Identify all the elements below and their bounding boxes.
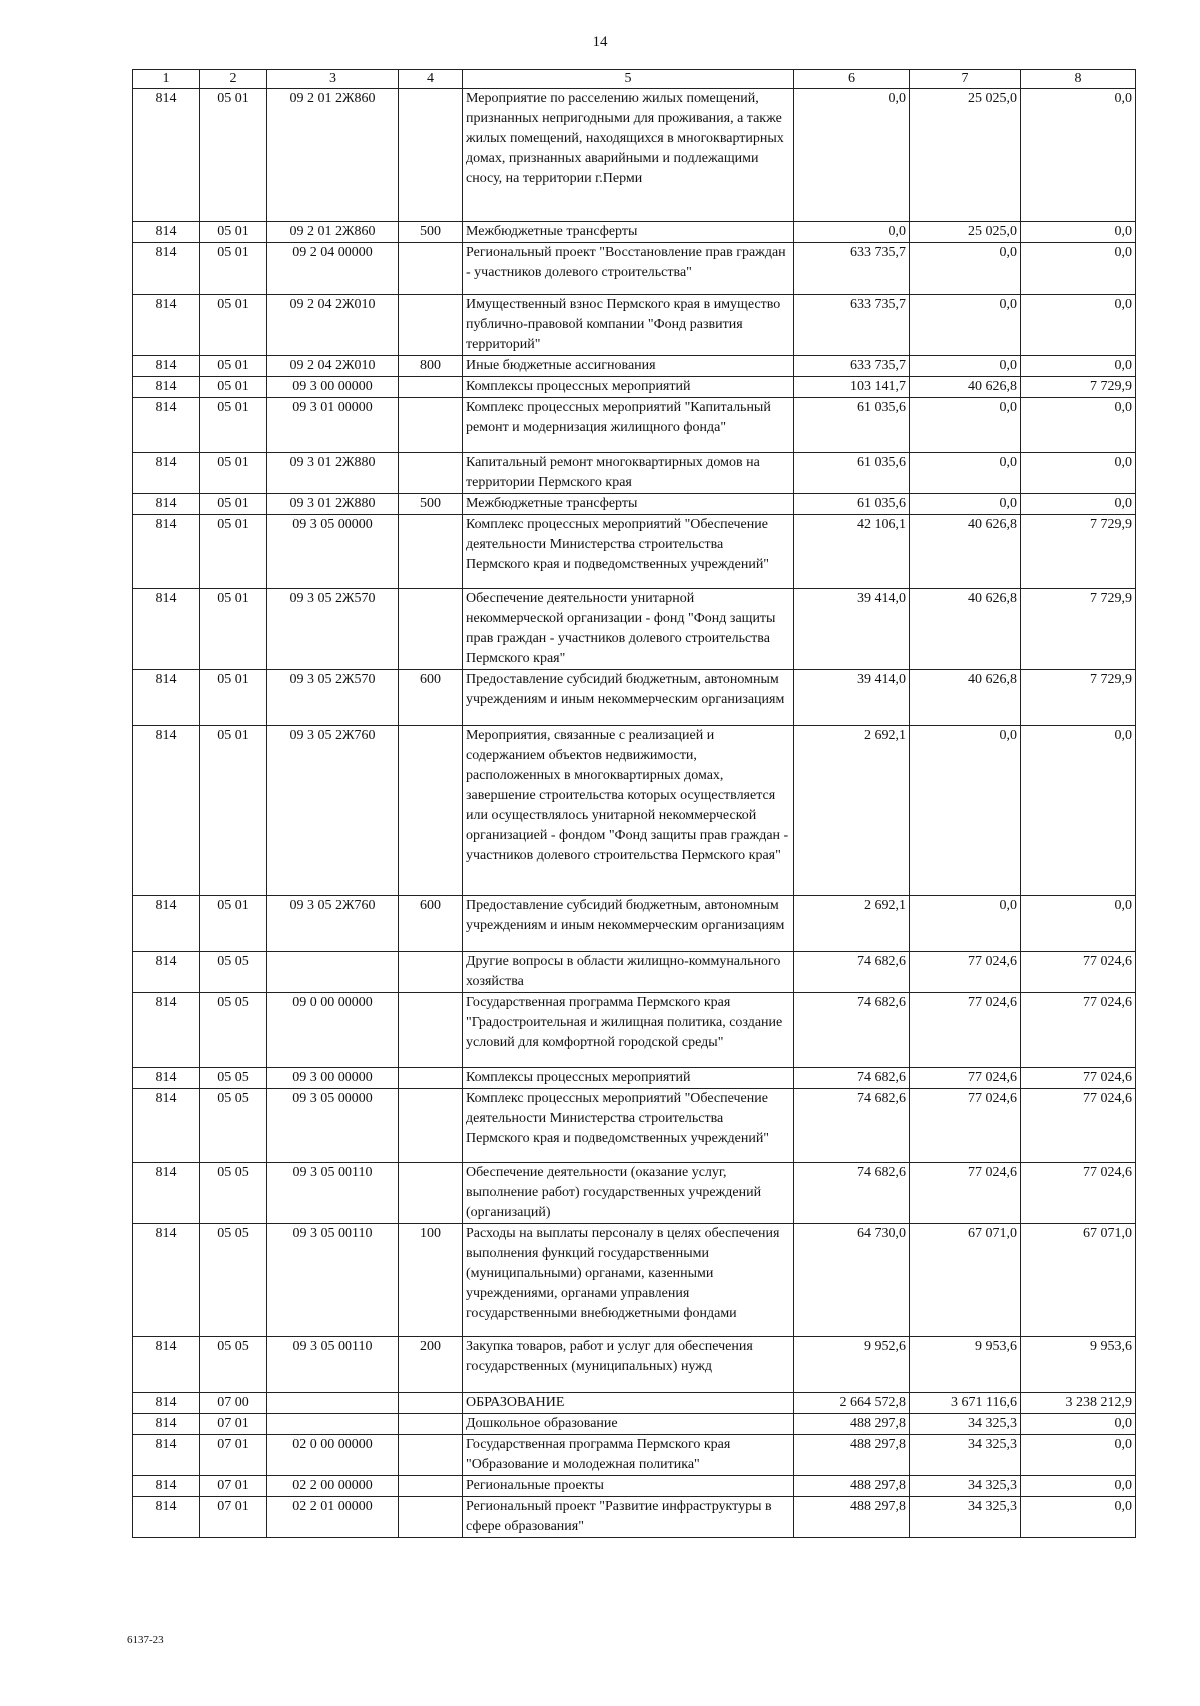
cell-amount-year1: 488 297,8 (794, 1476, 910, 1497)
cell-amount-year1: 42 106,1 (794, 515, 910, 589)
cell-expense-type (399, 398, 463, 453)
cell-section: 07 01 (200, 1476, 267, 1497)
cell-amount-year3: 0,0 (1021, 243, 1136, 295)
column-header: 2 (200, 70, 267, 89)
cell-amount-year1: 633 735,7 (794, 243, 910, 295)
cell-section: 05 01 (200, 89, 267, 222)
cell-target-article: 09 0 00 00000 (267, 993, 399, 1068)
cell-amount-year2: 25 025,0 (910, 222, 1021, 243)
column-header: 6 (794, 70, 910, 89)
cell-description: Обеспечение деятельности (оказание услуг, выполнение работ) государственных учреждений (организаций) (463, 1163, 794, 1224)
cell-amount-year3: 0,0 (1021, 1476, 1136, 1497)
cell-amount-year1: 74 682,6 (794, 1163, 910, 1224)
cell-amount-year3: 77 024,6 (1021, 1163, 1136, 1224)
cell-section: 05 05 (200, 1089, 267, 1163)
cell-target-article: 09 2 04 2Ж010 (267, 295, 399, 356)
cell-description: Комплексы процессных мероприятий (463, 377, 794, 398)
cell-expense-type (399, 515, 463, 589)
cell-expense-type (399, 243, 463, 295)
cell-expense-type: 500 (399, 222, 463, 243)
table-row (133, 453, 1136, 494)
cell-section: 05 05 (200, 1163, 267, 1224)
cell-expense-type (399, 1068, 463, 1089)
cell-chapter: 814 (133, 1414, 200, 1435)
cell-amount-year1: 633 735,7 (794, 356, 910, 377)
cell-amount-year3: 7 729,9 (1021, 377, 1136, 398)
cell-chapter: 814 (133, 515, 200, 589)
cell-amount-year3: 0,0 (1021, 1435, 1136, 1476)
cell-section: 05 01 (200, 896, 267, 952)
cell-section: 05 01 (200, 356, 267, 377)
cell-amount-year3: 0,0 (1021, 726, 1136, 896)
header-row (133, 70, 1136, 89)
cell-target-article: 09 3 00 00000 (267, 1068, 399, 1089)
cell-amount-year1: 103 141,7 (794, 377, 910, 398)
cell-section: 05 01 (200, 453, 267, 494)
table-row (133, 222, 1136, 243)
cell-section: 05 01 (200, 295, 267, 356)
cell-description: Региональные проекты (463, 1476, 794, 1497)
cell-chapter: 814 (133, 89, 200, 222)
cell-amount-year2: 0,0 (910, 726, 1021, 896)
cell-chapter: 814 (133, 726, 200, 896)
cell-description: Предоставление субсидий бюджетным, автономным учреждениям и иным некоммерческим организациям (463, 670, 794, 726)
cell-target-article: 09 3 05 00110 (267, 1337, 399, 1393)
cell-amount-year2: 77 024,6 (910, 1068, 1021, 1089)
cell-target-article: 09 2 01 2Ж860 (267, 89, 399, 222)
cell-description: Комплекс процессных мероприятий "Обеспечение деятельности Министерства строительства Пермского края и подведомственных учреждений" (463, 515, 794, 589)
cell-section: 05 05 (200, 1068, 267, 1089)
table-row (133, 1414, 1136, 1435)
cell-amount-year2: 0,0 (910, 243, 1021, 295)
cell-chapter: 814 (133, 1068, 200, 1089)
table-row (133, 377, 1136, 398)
cell-chapter: 814 (133, 494, 200, 515)
cell-expense-type (399, 295, 463, 356)
cell-chapter: 814 (133, 589, 200, 670)
cell-target-article: 09 3 05 2Ж760 (267, 896, 399, 952)
table-row (133, 1337, 1136, 1393)
cell-amount-year2: 34 325,3 (910, 1414, 1021, 1435)
cell-description: Комплекс процессных мероприятий "Обеспечение деятельности Министерства строительства Пермского края и подведомственных учреждений" (463, 1089, 794, 1163)
cell-expense-type (399, 1089, 463, 1163)
cell-amount-year2: 34 325,3 (910, 1476, 1021, 1497)
cell-expense-type (399, 1393, 463, 1414)
cell-amount-year1: 61 035,6 (794, 398, 910, 453)
cell-chapter: 814 (133, 1435, 200, 1476)
column-header: 8 (1021, 70, 1136, 89)
cell-description: Иные бюджетные ассигнования (463, 356, 794, 377)
cell-description: Капитальный ремонт многоквартирных домов на территории Пермского края (463, 453, 794, 494)
cell-amount-year2: 0,0 (910, 896, 1021, 952)
table-row (133, 1089, 1136, 1163)
cell-chapter: 814 (133, 1163, 200, 1224)
cell-chapter: 814 (133, 670, 200, 726)
table-body (133, 89, 1136, 1538)
cell-description: Другие вопросы в области жилищно-коммунального хозяйства (463, 952, 794, 993)
cell-amount-year2: 77 024,6 (910, 952, 1021, 993)
budget-table (132, 69, 1136, 1538)
cell-amount-year1: 488 297,8 (794, 1497, 910, 1538)
table-row (133, 243, 1136, 295)
cell-target-article: 09 3 05 00000 (267, 1089, 399, 1163)
cell-amount-year2: 25 025,0 (910, 89, 1021, 222)
cell-expense-type: 200 (399, 1337, 463, 1393)
cell-amount-year1: 0,0 (794, 89, 910, 222)
cell-section: 05 01 (200, 589, 267, 670)
cell-amount-year2: 0,0 (910, 295, 1021, 356)
column-header: 5 (463, 70, 794, 89)
cell-amount-year2: 40 626,8 (910, 589, 1021, 670)
cell-expense-type: 800 (399, 356, 463, 377)
cell-target-article: 09 3 01 00000 (267, 398, 399, 453)
table-row (133, 494, 1136, 515)
cell-target-article (267, 1414, 399, 1435)
cell-chapter: 814 (133, 222, 200, 243)
cell-section: 05 01 (200, 726, 267, 896)
table-row (133, 952, 1136, 993)
cell-amount-year2: 0,0 (910, 356, 1021, 377)
cell-amount-year3: 7 729,9 (1021, 515, 1136, 589)
cell-expense-type (399, 1163, 463, 1224)
cell-section: 07 01 (200, 1497, 267, 1538)
cell-description: Региональный проект "Развитие инфраструктуры в сфере образования" (463, 1497, 794, 1538)
cell-amount-year1: 9 952,6 (794, 1337, 910, 1393)
cell-expense-type (399, 377, 463, 398)
cell-amount-year3: 0,0 (1021, 453, 1136, 494)
document-code: 6137-23 (127, 1634, 164, 1646)
cell-target-article: 09 2 04 2Ж010 (267, 356, 399, 377)
cell-section: 05 01 (200, 222, 267, 243)
cell-description: Предоставление субсидий бюджетным, автономным учреждениям и иным некоммерческим организациям (463, 896, 794, 952)
cell-target-article: 09 3 01 2Ж880 (267, 494, 399, 515)
cell-expense-type: 600 (399, 896, 463, 952)
cell-section: 05 01 (200, 670, 267, 726)
cell-amount-year3: 0,0 (1021, 89, 1136, 222)
cell-chapter: 814 (133, 243, 200, 295)
table-header (133, 70, 1136, 89)
cell-section: 07 01 (200, 1414, 267, 1435)
cell-section: 05 05 (200, 1337, 267, 1393)
cell-section: 05 01 (200, 377, 267, 398)
cell-amount-year3: 7 729,9 (1021, 670, 1136, 726)
cell-amount-year1: 2 692,1 (794, 896, 910, 952)
cell-amount-year3: 67 071,0 (1021, 1224, 1136, 1337)
cell-amount-year2: 40 626,8 (910, 670, 1021, 726)
table-row (133, 356, 1136, 377)
cell-amount-year3: 0,0 (1021, 398, 1136, 453)
cell-amount-year2: 67 071,0 (910, 1224, 1021, 1337)
column-header: 4 (399, 70, 463, 89)
cell-target-article: 09 3 05 2Ж570 (267, 589, 399, 670)
cell-chapter: 814 (133, 1337, 200, 1393)
cell-description: Межбюджетные трансферты (463, 222, 794, 243)
cell-expense-type (399, 589, 463, 670)
table-row (133, 993, 1136, 1068)
table-row (133, 670, 1136, 726)
cell-amount-year2: 3 671 116,6 (910, 1393, 1021, 1414)
cell-expense-type (399, 952, 463, 993)
cell-description: Государственная программа Пермского края "Образование и молодежная политика" (463, 1435, 794, 1476)
cell-section: 05 01 (200, 515, 267, 589)
cell-amount-year2: 77 024,6 (910, 1163, 1021, 1224)
cell-amount-year2: 9 953,6 (910, 1337, 1021, 1393)
cell-chapter: 814 (133, 1089, 200, 1163)
table-row (133, 89, 1136, 222)
cell-chapter: 814 (133, 993, 200, 1068)
cell-target-article: 09 3 05 2Ж760 (267, 726, 399, 896)
cell-amount-year3: 9 953,6 (1021, 1337, 1136, 1393)
table-row (133, 726, 1136, 896)
table-row (133, 1476, 1136, 1497)
cell-expense-type: 600 (399, 670, 463, 726)
cell-target-article (267, 952, 399, 993)
cell-section: 05 05 (200, 1224, 267, 1337)
cell-amount-year3: 0,0 (1021, 1414, 1136, 1435)
cell-chapter: 814 (133, 356, 200, 377)
cell-amount-year1: 0,0 (794, 222, 910, 243)
cell-amount-year1: 74 682,6 (794, 1089, 910, 1163)
cell-amount-year3: 77 024,6 (1021, 1089, 1136, 1163)
cell-chapter: 814 (133, 377, 200, 398)
cell-target-article: 09 3 05 00110 (267, 1163, 399, 1224)
cell-expense-type: 100 (399, 1224, 463, 1337)
table-row (133, 1068, 1136, 1089)
cell-expense-type: 500 (399, 494, 463, 515)
table-row (133, 1224, 1136, 1337)
cell-amount-year3: 0,0 (1021, 896, 1136, 952)
column-header: 7 (910, 70, 1021, 89)
cell-amount-year1: 61 035,6 (794, 453, 910, 494)
cell-description: ОБРАЗОВАНИЕ (463, 1393, 794, 1414)
cell-target-article: 09 2 01 2Ж860 (267, 222, 399, 243)
cell-amount-year2: 40 626,8 (910, 515, 1021, 589)
cell-amount-year2: 0,0 (910, 398, 1021, 453)
cell-expense-type (399, 993, 463, 1068)
cell-amount-year2: 0,0 (910, 453, 1021, 494)
cell-amount-year3: 0,0 (1021, 356, 1136, 377)
cell-expense-type (399, 726, 463, 896)
cell-target-article: 09 3 05 00110 (267, 1224, 399, 1337)
cell-description: Дошкольное образование (463, 1414, 794, 1435)
cell-amount-year1: 64 730,0 (794, 1224, 910, 1337)
cell-amount-year1: 633 735,7 (794, 295, 910, 356)
cell-chapter: 814 (133, 896, 200, 952)
cell-target-article: 02 0 00 00000 (267, 1435, 399, 1476)
cell-description: Государственная программа Пермского края "Градостроительная и жилищная политика, создание условий для комфортной городской среды" (463, 993, 794, 1068)
cell-amount-year1: 74 682,6 (794, 952, 910, 993)
cell-description: Закупка товаров, работ и услуг для обеспечения государственных (муниципальных) нужд (463, 1337, 794, 1393)
cell-amount-year3: 77 024,6 (1021, 952, 1136, 993)
cell-section: 05 05 (200, 993, 267, 1068)
cell-description: Имущественный взнос Пермского края в имущество публично-правовой компании "Фонд развития территорий" (463, 295, 794, 356)
cell-amount-year1: 74 682,6 (794, 1068, 910, 1089)
table-row (133, 589, 1136, 670)
cell-amount-year2: 34 325,3 (910, 1497, 1021, 1538)
cell-target-article: 02 2 01 00000 (267, 1497, 399, 1538)
cell-target-article: 09 3 05 2Ж570 (267, 670, 399, 726)
cell-description: Мероприятие по расселению жилых помещений, признанных непригодными для проживания, а также жилых помещений, находящихся в многоквартирных домах, признанных аварийными и подлежащими сносу, на территории г.Перми (463, 89, 794, 222)
cell-chapter: 814 (133, 1224, 200, 1337)
cell-description: Мероприятия, связанные с реализацией и содержанием объектов недвижимости, расположенных в многоквартирных домах, завершение строительства которых осуществляется или осуществлялось унитарной некоммерческой организацией - фондом "Фонд защиты прав граждан - участников долевого строительства Пермского края" (463, 726, 794, 896)
cell-amount-year3: 0,0 (1021, 222, 1136, 243)
cell-target-article: 09 3 05 00000 (267, 515, 399, 589)
cell-chapter: 814 (133, 1476, 200, 1497)
cell-amount-year2: 40 626,8 (910, 377, 1021, 398)
cell-amount-year3: 77 024,6 (1021, 993, 1136, 1068)
cell-expense-type (399, 1435, 463, 1476)
cell-chapter: 814 (133, 295, 200, 356)
cell-section: 07 01 (200, 1435, 267, 1476)
cell-chapter: 814 (133, 1497, 200, 1538)
cell-chapter: 814 (133, 952, 200, 993)
table-row (133, 1393, 1136, 1414)
cell-target-article (267, 1393, 399, 1414)
cell-target-article: 02 2 00 00000 (267, 1476, 399, 1497)
cell-description: Региональный проект "Восстановление прав граждан - участников долевого строительства" (463, 243, 794, 295)
cell-section: 05 01 (200, 243, 267, 295)
cell-description: Комплексы процессных мероприятий (463, 1068, 794, 1089)
cell-amount-year3: 0,0 (1021, 1497, 1136, 1538)
table-row (133, 896, 1136, 952)
cell-amount-year1: 61 035,6 (794, 494, 910, 515)
cell-amount-year1: 39 414,0 (794, 589, 910, 670)
table-row (133, 515, 1136, 589)
cell-amount-year1: 74 682,6 (794, 993, 910, 1068)
cell-description: Расходы на выплаты персоналу в целях обеспечения выполнения функций государственными (муниципальными) органами, казенными учреждениями, органами управления государственными внебюджетными фондами (463, 1224, 794, 1337)
cell-amount-year1: 39 414,0 (794, 670, 910, 726)
cell-amount-year2: 77 024,6 (910, 993, 1021, 1068)
cell-amount-year3: 0,0 (1021, 295, 1136, 356)
cell-amount-year2: 0,0 (910, 494, 1021, 515)
cell-target-article: 09 3 00 00000 (267, 377, 399, 398)
cell-expense-type (399, 1414, 463, 1435)
cell-section: 07 00 (200, 1393, 267, 1414)
cell-target-article: 09 3 01 2Ж880 (267, 453, 399, 494)
column-header: 1 (133, 70, 200, 89)
cell-chapter: 814 (133, 398, 200, 453)
cell-expense-type (399, 1497, 463, 1538)
table-row (133, 398, 1136, 453)
column-header: 3 (267, 70, 399, 89)
cell-chapter: 814 (133, 453, 200, 494)
cell-amount-year1: 2 664 572,8 (794, 1393, 910, 1414)
table-row (133, 1435, 1136, 1476)
cell-amount-year1: 2 692,1 (794, 726, 910, 896)
table-row (133, 295, 1136, 356)
cell-description: Комплекс процессных мероприятий "Капитальный ремонт и модернизация жилищного фонда" (463, 398, 794, 453)
cell-amount-year2: 77 024,6 (910, 1089, 1021, 1163)
cell-section: 05 05 (200, 952, 267, 993)
table-row (133, 1163, 1136, 1224)
cell-expense-type (399, 89, 463, 222)
page-number: 14 (592, 34, 608, 50)
cell-target-article: 09 2 04 00000 (267, 243, 399, 295)
cell-amount-year3: 3 238 212,9 (1021, 1393, 1136, 1414)
cell-amount-year3: 77 024,6 (1021, 1068, 1136, 1089)
cell-chapter: 814 (133, 1393, 200, 1414)
cell-amount-year3: 0,0 (1021, 494, 1136, 515)
cell-amount-year1: 488 297,8 (794, 1414, 910, 1435)
cell-section: 05 01 (200, 494, 267, 515)
cell-amount-year2: 34 325,3 (910, 1435, 1021, 1476)
cell-amount-year1: 488 297,8 (794, 1435, 910, 1476)
cell-amount-year3: 7 729,9 (1021, 589, 1136, 670)
cell-section: 05 01 (200, 398, 267, 453)
table-row (133, 1497, 1136, 1538)
cell-description: Обеспечение деятельности унитарной некоммерческой организации - фонд "Фонд защиты прав граждан - участников долевого строительства Пермского края" (463, 589, 794, 670)
cell-expense-type (399, 453, 463, 494)
cell-expense-type (399, 1476, 463, 1497)
cell-description: Межбюджетные трансферты (463, 494, 794, 515)
